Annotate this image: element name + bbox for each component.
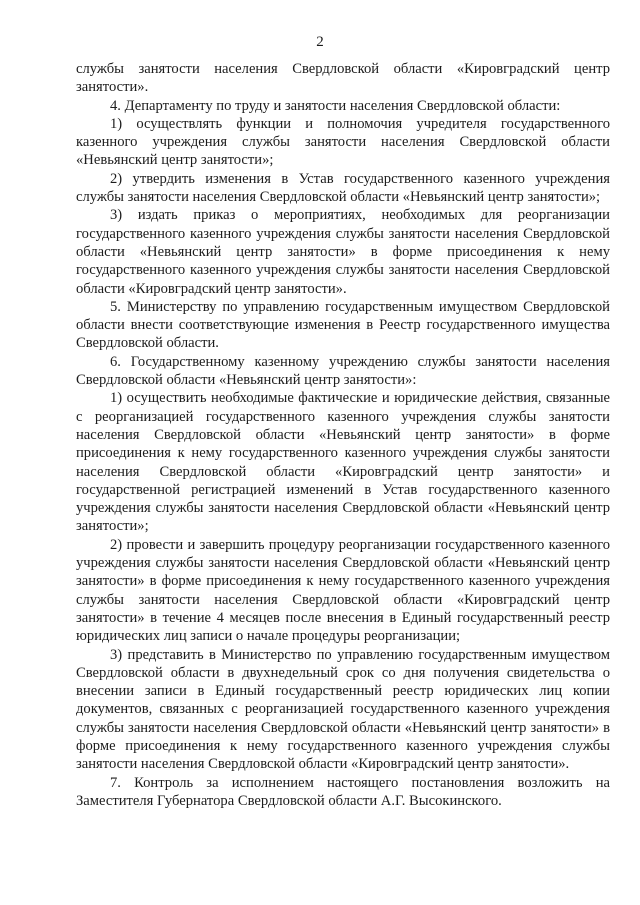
paragraph-item-4-3: 3) издать приказ о мероприятиях, необходимых для реорганизации государственного казенного учреждения службы занятости населения Свердловской области «Невьянский центр занятости» в форме присоединения к нему государственного казенного учреждения службы занятости населения Свердловской области «Кировградский центр занятости». — [76, 207, 610, 297]
paragraph-item-6-1: 1) осуществить необходимые фактические и юридические действия, связанные с реорганизацией государственного казенного учреждения службы занятости населения Свердловской области «Невьянский центр занятости» в форме присоединения к нему государственного казенного учреждения службы занятости населения Свердловской области «Кировградский центр занятости» и государственной регистрацией изменений в Устав государственного казенного учреждения службы занятости населения Свердловской области «Невьянский центр занятости»; — [76, 390, 610, 535]
paragraph-item-5: 5. Министерству по управлению государственным имуществом Свердловской области внести соответствующие изменения в Реестр государственного имущества Свердловской области. — [76, 298, 610, 352]
paragraph-item-4: 4. Департаменту по труду и занятости населения Свердловской области: — [110, 97, 561, 114]
paragraph-item-4-1: 1) осуществлять функции и полномочия учредителя государственного казенного учреждения службы занятости населения Свердловской области «Невьянский центр занятости»; — [76, 115, 610, 169]
paragraph-item-6: 6. Государственному казенному учреждению службы занятости населения Свердловской области «Невьянский центр занятости»: — [76, 353, 610, 389]
paragraph-item-4-2: 2) утвердить изменения в Устав государственного казенного учреждения службы занятости населения Свердловской области «Невьянский центр занятости»; — [76, 170, 610, 206]
paragraph-continuation: службы занятости населения Свердловской области «Кировградский центр занятости». — [76, 61, 610, 96]
paragraph-item-7: 7. Контроль за исполнением настоящего постановления возложить на Заместителя Губернатора Свердловской области А.Г. Высокинского. — [76, 774, 610, 809]
document-body — [76, 60, 610, 810]
paragraph-item-6-2: 2) провести и завершить процедуру реорганизации государственного казенного учреждения службы занятости населения Свердловской области «Невьянский центр занятости» в форме присоединения к нему государственного казенного учреждения службы занятости населения Свердловской области «Кировградский центр занятости» в течение 4 месяцев после внесения в Единый государственный реестр юридических лиц записи о начале процедуры реорганизации; — [76, 536, 610, 645]
page-number: 2 — [316, 34, 324, 50]
paragraph-item-6-3: 3) представить в Министерство по управлению государственным имуществом Свердловской области в двухнедельный срок со дня получения свидетельства о внесении записи в Единый государственный реестр юридических лиц копии документов, связанных с реорганизацией государственного казенного учреждения службы занятости населения Свердловской области «Невьянский центр занятости» в форме присоединения к нему государственного казенного учреждения службы занятости населения Свердловской области «Кировградский центр занятости». — [76, 646, 610, 773]
